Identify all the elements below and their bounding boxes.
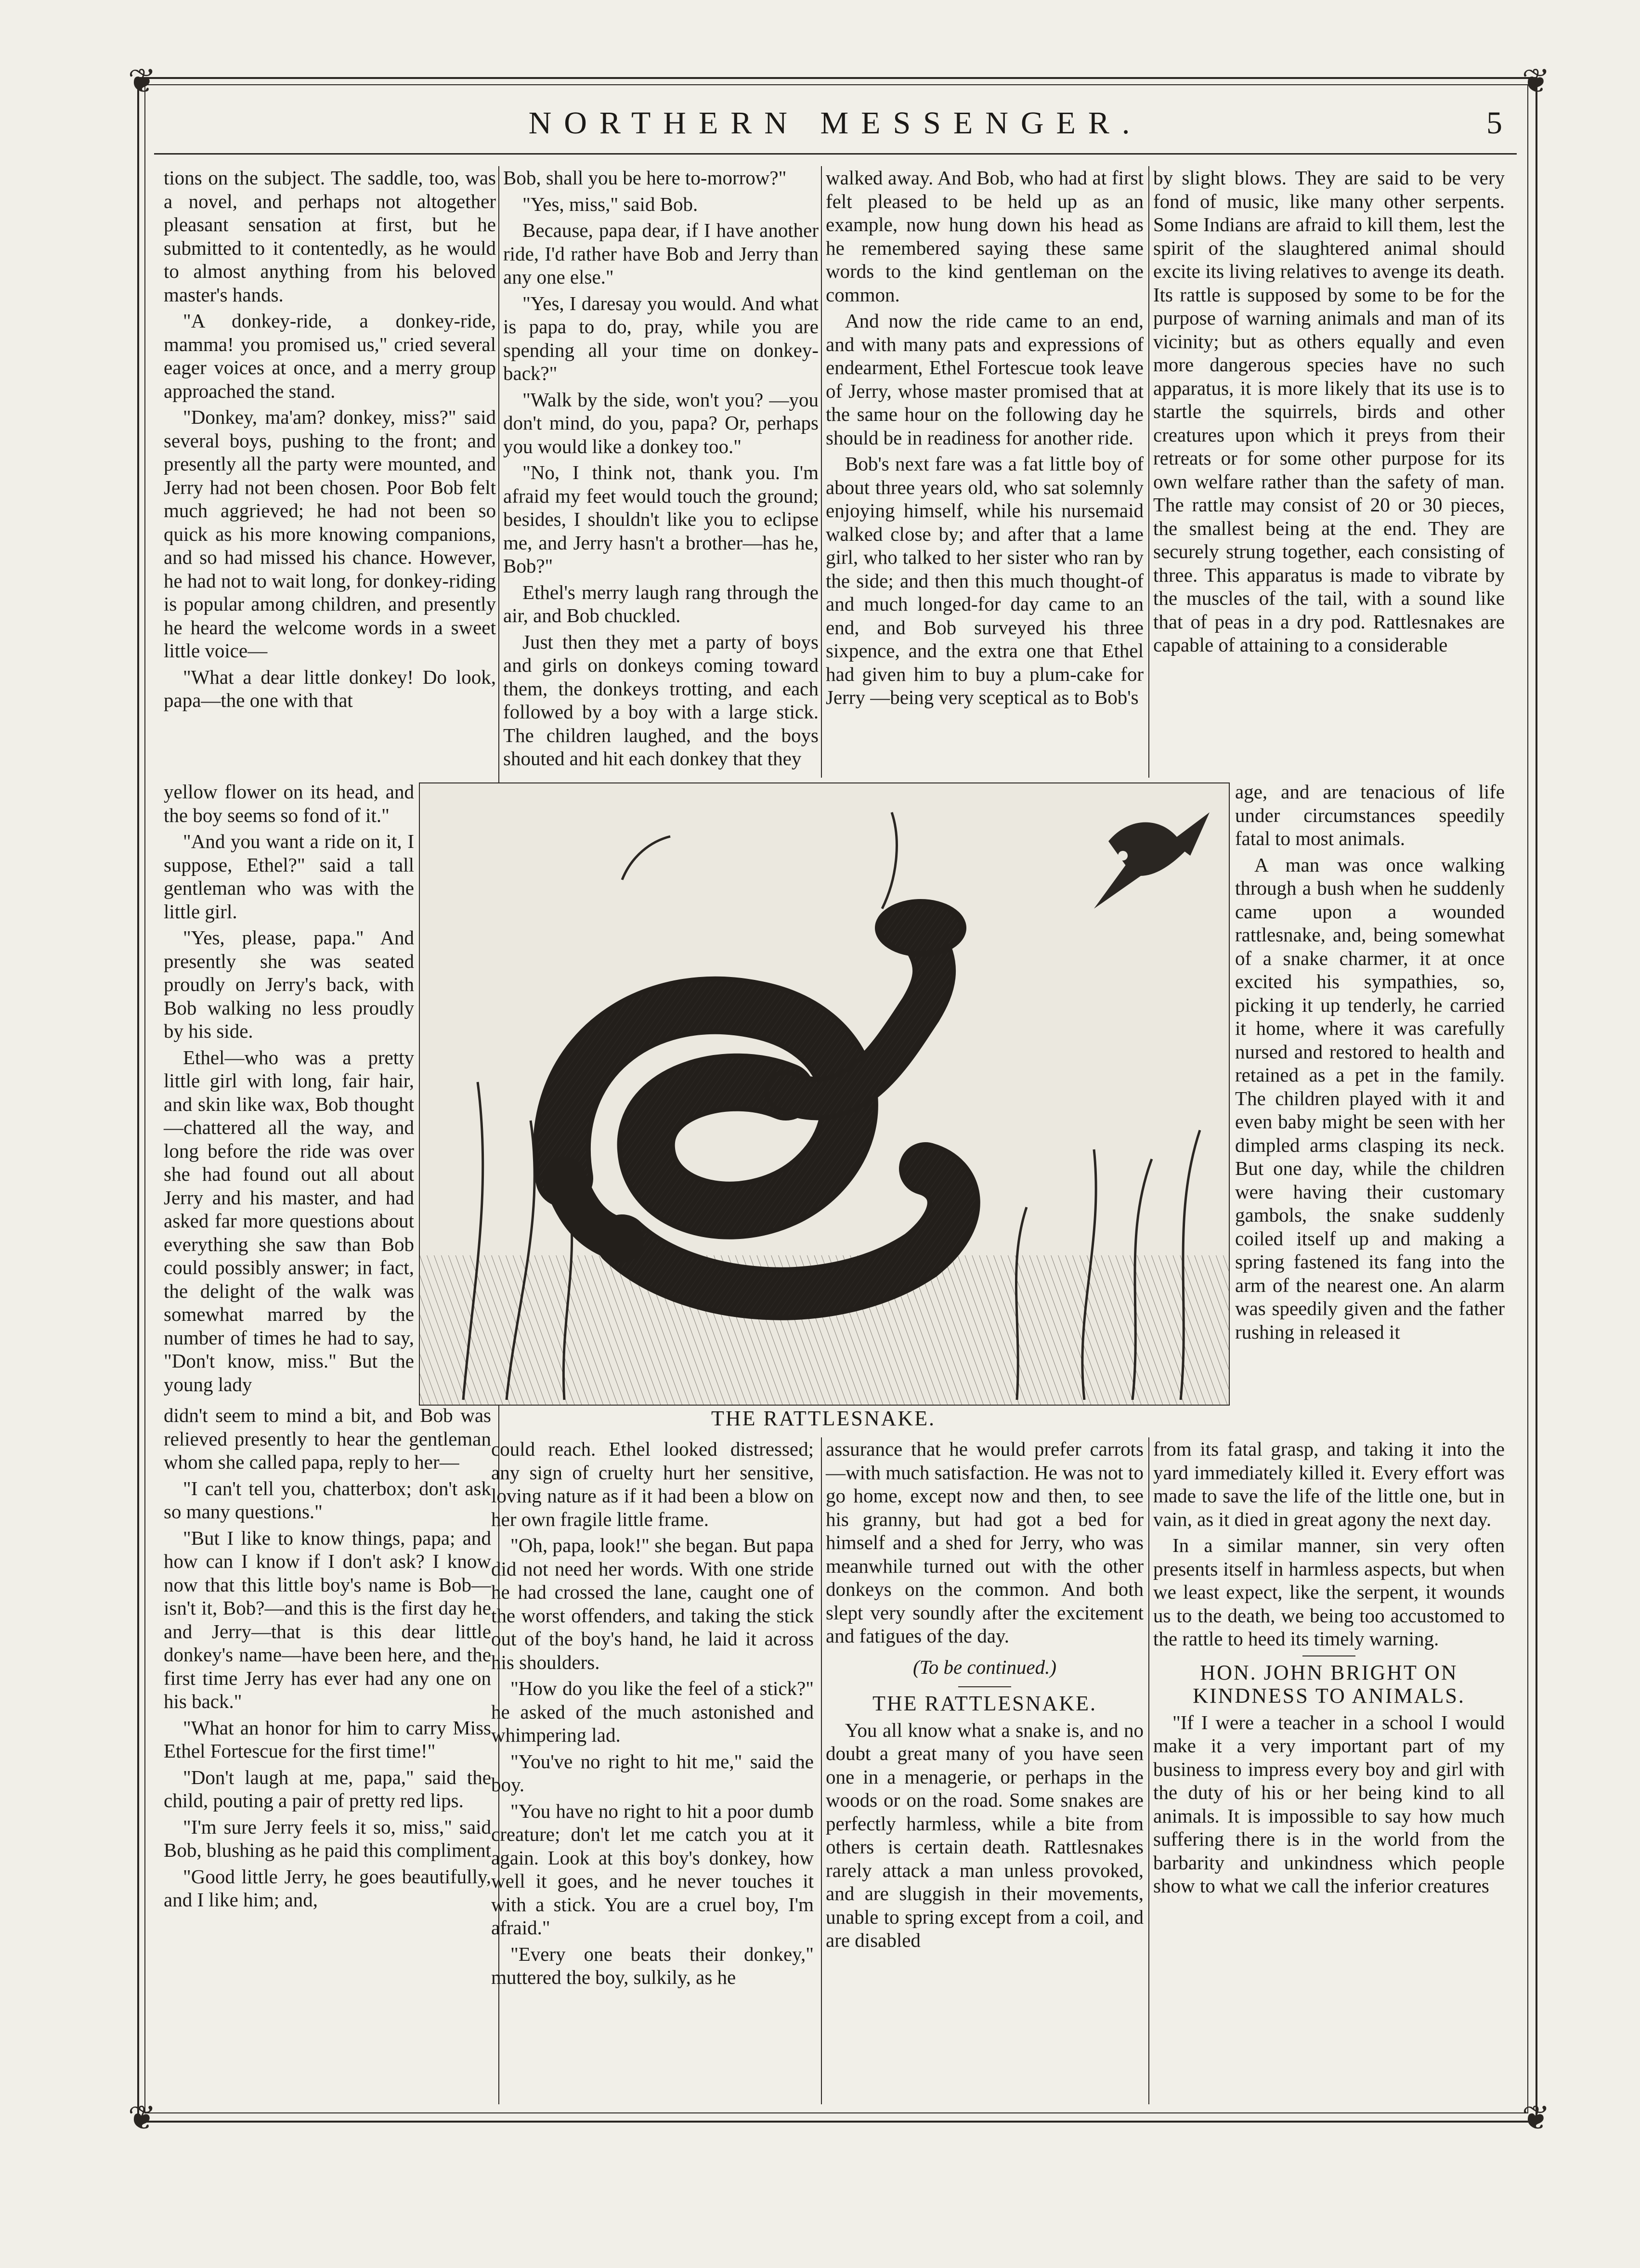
- newspaper-title: NORTHERN MESSENGER.: [528, 105, 1143, 141]
- paragraph: "What an honor for him to carry Miss Ethel Fortescue for the first time!": [164, 1716, 491, 1762]
- paragraph: "But I like to know things, papa; and how can I know if I don't ask? I know now that this little boy's name is Bob—isn't it, Bob?—and this is the first day he and Jerry—that is this dear little donkey's name—have been here, and the first time Jerry has ever had any one on his back.": [164, 1526, 491, 1712]
- corner-ornament-icon: ❦: [128, 2100, 156, 2137]
- column-rule: [1148, 1437, 1149, 2104]
- rattlesnake-engraving-icon: [420, 783, 1229, 1405]
- paragraph: Because, papa dear, if I have another ride, I'd rather have Bob and Jerry than any one else.": [503, 219, 819, 288]
- article-column-3-bottom: [826, 1437, 1144, 1955]
- column-rule: [821, 1437, 822, 2104]
- corner-ornament-icon: ❦: [1522, 63, 1550, 100]
- paragraph: You all know what a snake is, and no doubt a great many of you have seen one in a menagerie, or perhaps in the woods or on the road. Some snakes are perfectly harmless, while a bite from others is certain death. Rattlesnakes rarely attack a man unless provoked, and are sluggish in their movements, unable to spring except from a coil, and are disabled: [826, 1719, 1144, 1951]
- paragraph: "Every one beats their donkey," muttered the boy, sulkily, as he: [491, 1942, 814, 1988]
- paragraph: "No, I think not, thank you. I'm afraid my feet would touch the ground; besides, I shouldn't like you to eclipse me, and Jerry hasn't a brother—has he, Bob?": [503, 461, 819, 577]
- paragraph: "Don't laugh at me, papa," said the child, pouting a pair of pretty red lips.: [164, 1766, 491, 1812]
- paragraph: from its fatal grasp, and taking it into the yard immediately killed it. Every effort was made to save the life of the little one, but in vain, as it died in great agony the next day.: [1153, 1438, 1505, 1530]
- paragraph: yellow flower on its head, and the boy seems so fond of it.": [164, 781, 414, 826]
- paragraph: "Walk by the side, won't you? —you don't mind, do you, papa? Or, perhaps you would like a donkey too.": [503, 388, 819, 457]
- section-heading: HON. JOHN BRIGHT ON KINDNESS TO ANIMALS.: [1193, 1660, 1465, 1708]
- paragraph: walked away. And Bob, who had at first felt pleased to be held up as an example, now hung down his head as he remembered saying these same words to the kind gentleman on the common.: [826, 167, 1144, 306]
- paragraph: "I'm sure Jerry feels it so, miss," said Bob, blushing as he paid this compliment: [164, 1815, 491, 1861]
- divider: [1302, 1655, 1355, 1656]
- paragraph: "What a dear little donkey! Do look, papa—the one with that: [164, 665, 496, 711]
- article-column-4: [1153, 166, 1505, 660]
- paragraph: "How do you like the feel of a stick?" he asked of the much astonished and whimpering lad.: [491, 1677, 814, 1746]
- paragraph: Ethel—who was a pretty little girl with long, fair hair, and skin like wax, Bob thought—chattered all the way, and long before the ride was over she had found out all about Jerry and his master, and had asked far more questions about everything she saw than Bob could possibly answer; in fact, the delight of the walk was somewhat marred by the number of times he had to say, "Don't know, miss." But the young lady: [164, 1046, 414, 1395]
- paragraph: tions on the subject. The saddle, too, was a novel, and perhaps not altogether pleasant sensation at first, but he submitted to it contentedly, as he would to almost anything from his beloved master's hands.: [164, 167, 496, 306]
- paragraph: Bob, shall you be here to-morrow?": [503, 167, 787, 189]
- article-column-1: [164, 166, 496, 715]
- masthead-rule: [154, 153, 1517, 155]
- divider: [958, 1686, 1011, 1687]
- paragraph: "Good little Jerry, he goes beautifully, and I like him; and,: [164, 1865, 491, 1911]
- article-column-1-wrap: [164, 780, 414, 1399]
- article-column-1-bottom: [164, 1404, 491, 1915]
- paragraph: Just then they met a party of boys and girls on donkeys coming toward them, the donkeys trotting, and each followed by a boy with a large stick. The children laughed, and the boys shouted and hit each donkey that they: [503, 630, 819, 769]
- paragraph: "I can't tell you, chatterbox; don't ask so many questions.": [164, 1477, 491, 1523]
- paragraph: A man was once walking through a bush when he suddenly came upon a wounded rattlesnake, and, being somewhat of a snake charmer, it at once excited his sympathies, so, picking it up tenderly, he carried it home, where it was carefully nursed and restored to health and retained as a pet in the family. The children played with it and even baby might be seen with her dimpled arms clasping its neck. But one day, while the children were having their customary gambols, the snake suddenly coiled itself up and making a spring fastened its fang into the arm of the nearest one. An alarm was speedily given and the father rushing in released it: [1235, 853, 1505, 1343]
- paragraph: "Oh, papa, look!" she began. But papa did not need her words. With one stride he had crossed the lane, caught one of the worst offenders, and taking the stick out of the boy's hand, he laid it across his shoulders.: [491, 1534, 814, 1673]
- paragraph: "Donkey, ma'am? donkey, miss?" said several boys, pushing to the front; and presently all the party were mounted, and Jerry had not been chosen. Poor Bob felt much aggrieved; he had not been so quick as his more knowing companions, and so had missed his chance. However, he had not to wait long, for donkey-riding is popular among children, and presently he heard the welcome words in a sweet little voice—: [164, 406, 496, 662]
- paragraph: "Yes, I daresay you would. And what is papa to do, pray, while you are spending all your time on donkey-back?": [503, 292, 819, 384]
- masthead: [154, 96, 1517, 149]
- article-column-4-wrap: [1235, 780, 1505, 1346]
- corner-ornament-icon: ❦: [1522, 2100, 1550, 2137]
- paragraph: And now the ride came to an end, and with many pats and expressions of endearment, Ethel Fortescue took leave of Jerry, whose master promised that at the same hour on the following day he should be in readiness for another ride.: [826, 310, 1144, 449]
- corner-ornament-icon: ❦: [128, 63, 156, 100]
- to-be-continued: (To be continued.): [913, 1655, 1056, 1678]
- section-heading: THE RATTLESNAKE.: [872, 1692, 1097, 1715]
- paragraph: age, and are tenacious of life under circumstances speedily fatal to most animals.: [1235, 781, 1505, 849]
- rattlesnake-illustration: [419, 782, 1230, 1406]
- paragraph: by slight blows. They are said to be very fond of music, like many other serpents. Some Indians are afraid to kill them, lest the spirit of the slaughtered animal should excite its living relatives to avenge its death. Its rattle is supposed by some to be for the purpose of warning animals and man of its vicinity; but as others equally and even more dangerous species have no such apparatus, it is more likely that its use is to startle the squirrels, birds and other creatures upon which it preys from their retreats or for some other purpose for its own welfare rather than the safety of man. The rattle may consist of 20 or 30 pieces, the smallest being at the end. They are securely strung together, each consisting of three. This apparatus is made to vibrate by the muscles of the tail, with a sound like that of peas in a dry pod. Rattlesnakes are capable of attaining to a considerable: [1153, 167, 1505, 656]
- article-column-3: [826, 166, 1144, 712]
- paragraph: "And you want a ride on it, I suppose, Ethel?" said a tall gentleman who was with the little girl.: [164, 830, 414, 923]
- page-number: 5: [1486, 105, 1502, 141]
- paragraph: In a similar manner, sin very often presents itself in harmless aspects, but when we least expect, like the serpent, it wounds us to the death, we being too accustomed to the rattle to heed its timely warning.: [1153, 1534, 1505, 1650]
- article-column-4-bottom: [1153, 1437, 1505, 1901]
- column-rule: [821, 166, 822, 778]
- paragraph: "You have no right to hit a poor dumb creature; don't let me catch you at it again. Look at this boy's donkey, how well it goes, and he never touches it with a stick. You are a cruel boy, I'm afraid.": [491, 1799, 814, 1939]
- paragraph: "Yes, please, papa." And presently she was seated proudly on Jerry's back, with Bob walking no less proudly by his side.: [164, 926, 414, 1042]
- paragraph: "Yes, miss," said Bob.: [522, 193, 698, 215]
- paragraph: "A donkey-ride, a donkey-ride, mamma! you promised us," cried several eager voices at once, and a merry group approached the stand.: [164, 310, 496, 402]
- paragraph: could reach. Ethel looked distressed; any sign of cruelty hurt her sensitive, loving nature as if it had been a blow on her own fragile little frame.: [491, 1438, 814, 1530]
- paragraph: Ethel's merry laugh rang through the air, and Bob chuckled.: [503, 581, 819, 626]
- paragraph: assurance that he would prefer carrots—with much satisfaction. He was not to go home, except now and then, to see his granny, but had got a bed for himself and a shed for Jerry, who was meanwhile turned out with the other donkeys on the common. And both slept very soundly after the excitement and fatigues of the day.: [826, 1438, 1144, 1647]
- paragraph: Bob's next fare was a fat little boy of about three years old, who sat solemnly enjoying himself, while his nursemaid walked close by; and after that a lame girl, who talked to her sister who ran by the side; and then this much thought-of and much longed-for day came to an end, and Bob surveyed his three sixpence, and the extra one that Ethel had given him to buy a plum-cake for Jerry —being very sceptical as to Bob's: [826, 453, 1144, 708]
- article-column-2-bottom: [491, 1437, 814, 1992]
- paragraph: "If I were a teacher in a school I would make it a very important part of my business to impress every boy and girl with the duty of his or her being kind to all animals. It is impossible to say how much suffering there is in the world from the barbarity and unkindness which people show to what we call the inferior creatures: [1153, 1711, 1505, 1897]
- paragraph: "You've no right to hit me," said the boy.: [491, 1750, 814, 1796]
- illustration-caption: THE RATTLESNAKE.: [711, 1407, 936, 1430]
- paragraph: didn't seem to mind a bit, and Bob was relieved presently to hear the gentleman whom she called papa, reply to her—: [164, 1404, 491, 1473]
- column-rule: [1148, 166, 1149, 778]
- article-column-2: [503, 166, 819, 773]
